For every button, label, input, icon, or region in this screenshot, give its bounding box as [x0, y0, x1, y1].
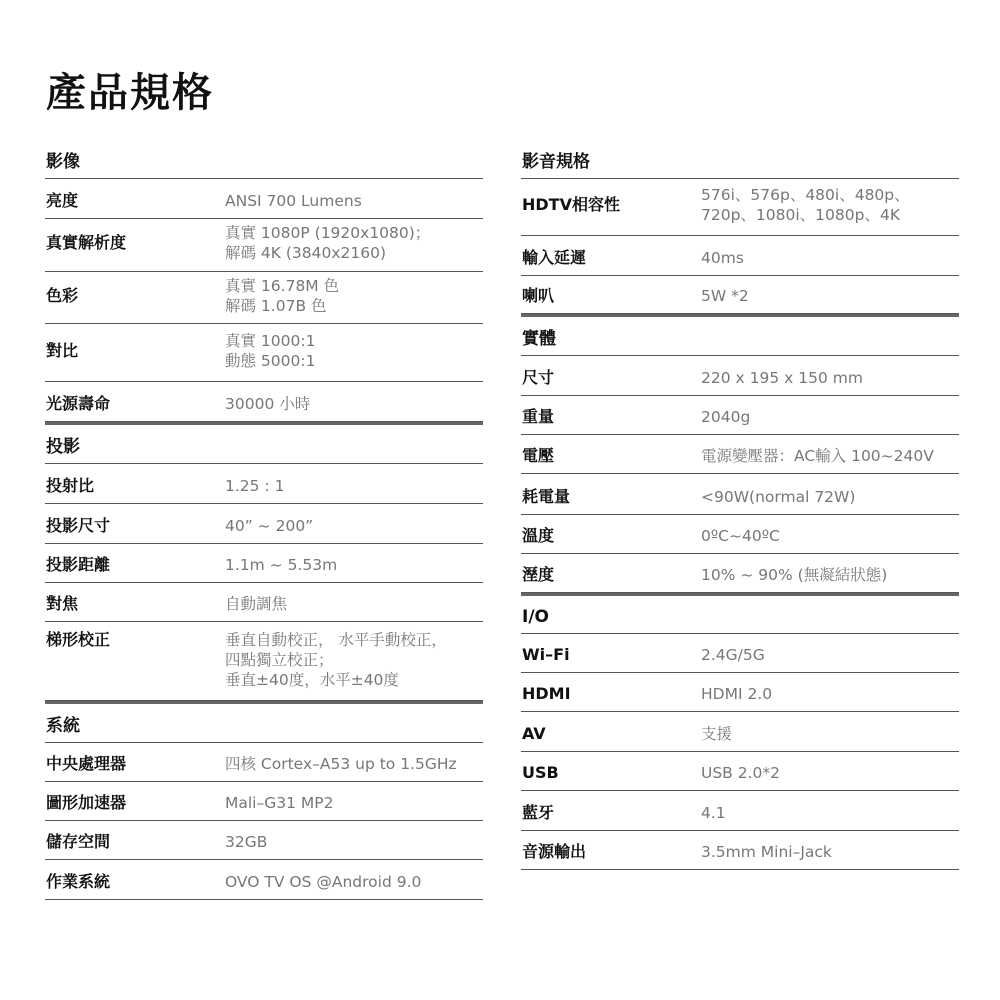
spec-row-hdtv	[521, 179, 959, 236]
spec-value: 自動調焦	[225, 595, 288, 613]
spec-value: 垂直自動校正， 水平手動校正，	[225, 631, 447, 649]
spec-label: 中央處理器	[46, 754, 127, 773]
spec-value: 支援	[701, 725, 733, 743]
spec-label: HDTV相容性	[522, 195, 620, 214]
spec-row-row-9	[521, 515, 959, 554]
spec-value: 30000 小時	[225, 395, 311, 413]
spec-label: 溫度	[522, 526, 555, 545]
spec-label: 電壓	[522, 446, 555, 465]
spec-label: 音源輸出	[522, 842, 587, 861]
spec-row-wi-fi	[521, 634, 959, 673]
spec-value: Mali–G31 MP2	[225, 794, 334, 812]
page-title: 產品規格	[46, 70, 214, 116]
spec-value: 720p、1080i、1080p、4K	[701, 206, 900, 224]
right-spec-column	[521, 138, 959, 870]
spec-value: 四點獨立校正；	[225, 651, 334, 669]
spec-value: 576i、576p、480i、480p、	[701, 186, 910, 204]
spec-label: 亮度	[46, 191, 79, 210]
spec-label: 對焦	[46, 594, 79, 613]
spec-value: 真實 16.78M 色	[225, 277, 340, 295]
spec-row-row-5	[521, 356, 959, 396]
spec-value: 5W *2	[701, 287, 749, 305]
spec-value: 1.25 : 1	[225, 477, 285, 495]
spec-value: 32GB	[225, 833, 268, 851]
section-title: 影像	[46, 152, 80, 172]
spec-row-row-4	[45, 324, 483, 382]
spec-label: 圖形加速器	[46, 793, 127, 812]
spec-row-row-3	[45, 272, 483, 324]
spec-label: 儲存空間	[46, 832, 111, 851]
spec-value: 0ºC~40ºC	[701, 527, 780, 545]
spec-row-row-5	[45, 382, 483, 422]
section-title: I/O	[522, 607, 549, 627]
spec-row-row-16	[45, 860, 483, 900]
spec-row-row-6	[521, 396, 959, 435]
spec-label: 投影距離	[46, 555, 111, 574]
spec-row-row-1	[45, 179, 483, 219]
spec-row-row-8	[521, 474, 959, 515]
spec-value: 垂直±40度，水平±40度	[225, 671, 399, 689]
spec-value: 10% ~ 90% (無凝結狀態)	[701, 566, 888, 584]
section-title: 系統	[46, 716, 80, 736]
spec-value: 真實 1000:1	[225, 332, 316, 350]
spec-value: 真實 1080P (1920x1080)；	[225, 224, 431, 242]
spec-value: 解碼 1.07B 色	[225, 297, 327, 315]
spec-row-row-2	[521, 236, 959, 276]
spec-value: 四核 Cortex–A53 up to 1.5GHz	[225, 755, 457, 773]
spec-value: 3.5mm Mini–Jack	[701, 843, 832, 861]
section-header-row-0	[45, 138, 483, 179]
spec-value: 40ms	[701, 249, 744, 267]
spec-value: 電源變壓器：AC輸入 100~240V	[701, 447, 934, 465]
spec-label: 藍牙	[522, 803, 555, 822]
spec-label: HDMI	[522, 684, 571, 703]
spec-value: 2040g	[701, 408, 751, 426]
spec-label: 光源壽命	[46, 394, 111, 413]
section-header-row-4	[521, 314, 959, 356]
spec-label: 溼度	[522, 565, 555, 584]
spec-value: 2.4G/5G	[701, 646, 765, 664]
section-title: 投影	[46, 437, 80, 457]
spec-value: ANSI 700 Lumens	[225, 192, 362, 210]
spec-value: OVO TV OS @Android 9.0	[225, 873, 422, 891]
spec-row-hdmi	[521, 673, 959, 712]
spec-value: HDMI 2.0	[701, 685, 773, 703]
spec-value: <90W(normal 72W)	[701, 488, 856, 506]
spec-row-row-16	[521, 791, 959, 831]
spec-label: 作業系統	[46, 872, 111, 891]
spec-row-row-8	[45, 504, 483, 544]
spec-label: 真實解析度	[46, 233, 127, 252]
spec-row-row-7	[521, 435, 959, 474]
section-title: 實體	[522, 329, 556, 349]
spec-value: 220 x 195 x 150 mm	[701, 369, 863, 387]
spec-value: 1.1m ~ 5.53m	[225, 556, 338, 574]
spec-row-row-17	[521, 831, 959, 870]
spec-label: 投影尺寸	[46, 516, 111, 535]
spec-label: 重量	[522, 407, 555, 426]
spec-row-row-14	[45, 782, 483, 821]
spec-label: AV	[522, 724, 546, 743]
spec-label: 投射比	[46, 476, 95, 495]
spec-row-row-15	[45, 821, 483, 860]
spec-value: 解碼 4K (3840x2160)	[225, 244, 387, 262]
spec-value: 40” ~ 200”	[225, 517, 314, 535]
spec-row-row-3	[521, 276, 959, 314]
spec-label: 輸入延遲	[522, 248, 587, 267]
spec-label: 對比	[46, 341, 79, 360]
section-header-row-6	[45, 422, 483, 464]
spec-row-usb	[521, 752, 959, 791]
left-spec-column	[45, 138, 483, 900]
spec-label: 喇叭	[522, 286, 555, 305]
spec-row-av	[521, 712, 959, 752]
spec-row-row-7	[45, 464, 483, 504]
spec-value: 動態 5000:1	[225, 352, 316, 370]
spec-row-row-10	[521, 554, 959, 593]
section-header-row-12	[45, 701, 483, 743]
section-header-i-o	[521, 593, 959, 634]
spec-value: 4.1	[701, 804, 726, 822]
spec-label: Wi–Fi	[522, 645, 570, 664]
section-header-row-0	[521, 138, 959, 179]
spec-label: 耗電量	[522, 487, 571, 506]
spec-row-row-13	[45, 743, 483, 782]
spec-row-row-11	[45, 622, 483, 701]
spec-row-row-9	[45, 544, 483, 583]
spec-value: USB 2.0*2	[701, 764, 781, 782]
spec-row-row-2	[45, 219, 483, 272]
spec-label: 尺寸	[522, 368, 555, 387]
spec-label: 色彩	[46, 286, 79, 305]
section-title: 影音規格	[522, 152, 590, 172]
spec-label: 梯形校正	[46, 630, 111, 649]
spec-label: USB	[522, 763, 559, 782]
spec-row-row-10	[45, 583, 483, 622]
